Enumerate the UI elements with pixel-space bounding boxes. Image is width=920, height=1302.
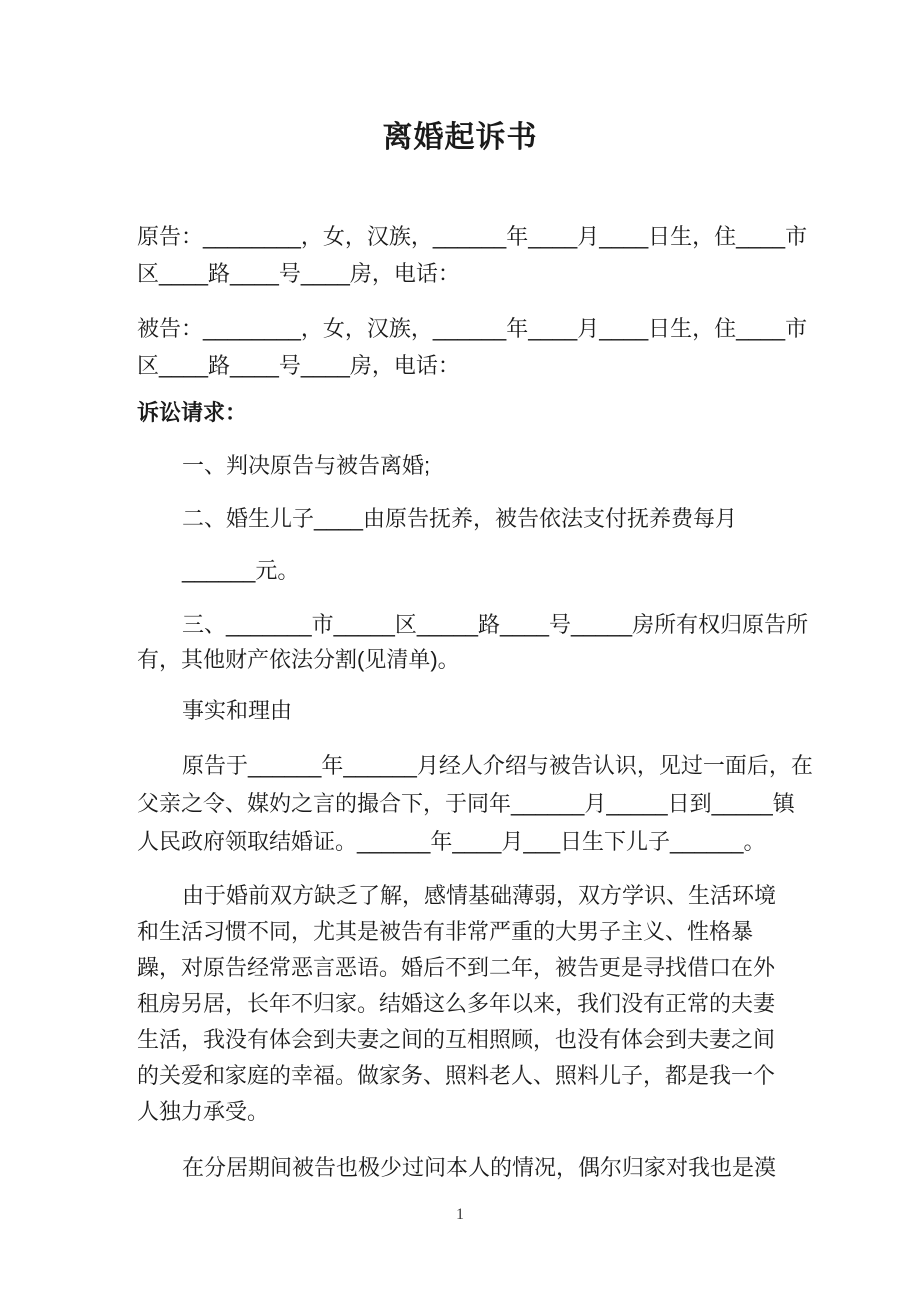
facts-paragraph-3 bbox=[137, 1149, 783, 1186]
plaintiff-line-2: 区____路____号____房，电话： bbox=[137, 261, 460, 286]
claim-item-2-line-2: ______元。 bbox=[182, 558, 300, 583]
facts-paragraph-1 bbox=[137, 747, 813, 861]
claim-item-2-continued bbox=[137, 552, 783, 589]
facts-paragraph-2-line-6: 的关爱和家庭的幸福。做家务、照料老人、照料儿子，都是我一个 bbox=[137, 1063, 776, 1088]
facts-paragraph-2-line-2: 和生活习惯不同，尤其是被告有非常严重的大男子主义、性格暴 bbox=[137, 919, 754, 944]
facts-paragraph-2-line-1: 由于婚前双方缺乏了解，感情基础薄弱，双方学识、生活环境 bbox=[182, 883, 777, 908]
facts-paragraph-1-line-3: 人民政府领取结婚证。______年____月___日生下儿子______。 bbox=[137, 829, 766, 854]
facts-paragraph-1-line-2: 父亲之令、媒妁之言的撮合下，于同年______月_____日到_____镇 bbox=[137, 791, 795, 816]
facts-paragraph-2-line-5: 生活，我没有体会到夫妻之间的互相照顾，也没有体会到夫妻之间 bbox=[137, 1027, 776, 1052]
page-number: 1 bbox=[456, 1206, 464, 1223]
facts-paragraph-2 bbox=[137, 878, 783, 1130]
claim-item-3-line-1: 三、_______市_____区_____路____号_____房所有权归原告所 bbox=[182, 612, 809, 637]
claim-item-3-line-2: 有，其他财产依法分割(见清单)。 bbox=[137, 647, 460, 672]
claims-heading: 诉讼请求： bbox=[137, 400, 248, 425]
defendant-line-2: 区____路____号____房，电话： bbox=[137, 353, 460, 378]
facts-paragraph-2-line-4: 租房另居，长年不归家。结婚这么多年以来，我们没有正常的夫妻 bbox=[137, 991, 776, 1016]
facts-paragraph-3-line-1: 在分居期间被告也极少过问本人的情况，偶尔归家对我也是漠 bbox=[182, 1155, 777, 1180]
facts-paragraph-2-line-7: 人独力承受。 bbox=[137, 1099, 270, 1124]
claim-item-3 bbox=[137, 607, 809, 677]
defendant-paragraph bbox=[137, 310, 808, 384]
document-title: 离婚起诉书 bbox=[382, 121, 538, 154]
plaintiff-paragraph bbox=[137, 218, 808, 292]
facts-heading: 事实和理由 bbox=[182, 698, 293, 723]
facts-paragraph-2-line-3: 躁，对原告经常恶言恶语。婚后不到二年，被告更是寻找借口在外 bbox=[137, 955, 776, 980]
claim-item-1: 一、判决原告与被告离婚; bbox=[182, 453, 431, 478]
claim-item-2 bbox=[137, 500, 783, 537]
facts-paragraph-1-line-1: 原告于______年______月经人介绍与被告认识，见过一面后，在 bbox=[182, 753, 813, 778]
claim-item-2-line-1: 二、婚生儿子____由原告抚养，被告依法支付抚养费每月 bbox=[182, 506, 737, 531]
plaintiff-line-1: 原告：________，女，汉族，______年____月____日生，住____市 bbox=[137, 224, 808, 249]
defendant-line-1: 被告：________，女，汉族，______年____月____日生，住____市 bbox=[137, 316, 808, 341]
